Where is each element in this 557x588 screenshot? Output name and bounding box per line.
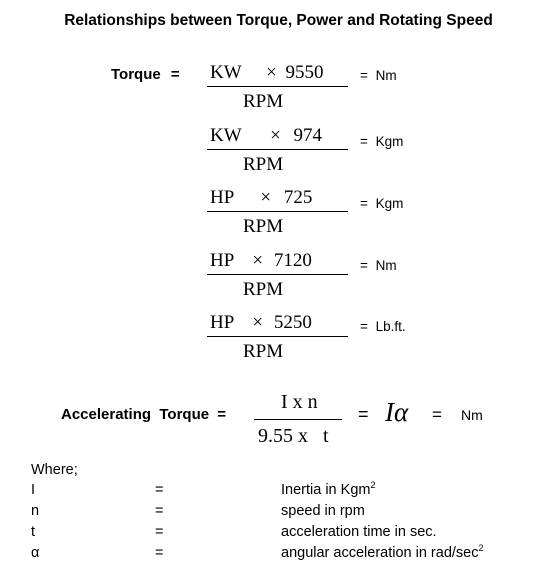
formula-2-denominator: RPM — [243, 154, 284, 175]
formula-1-result-equals: = — [360, 68, 368, 83]
formula-2-result-equals: = — [360, 134, 368, 149]
formula-2-result-unit: Kgm — [375, 134, 404, 149]
formula-1-constant: 9550 — [285, 62, 324, 83]
formula-1-numerator — [210, 62, 324, 84]
legend-desc-inertia-sup: 2 — [370, 480, 376, 491]
formula-4-times: × — [252, 250, 264, 271]
formula-5-result-equals: = — [360, 319, 368, 334]
formula-4-result — [360, 258, 397, 273]
formula-1-result-unit: Nm — [375, 68, 397, 83]
formula-4-result-unit: Nm — [375, 258, 397, 273]
formula-5-result — [360, 319, 406, 334]
accelerating-denominator: 9.55 x t — [258, 425, 329, 447]
formula-4-denominator: RPM — [243, 279, 284, 300]
formula-5-fraction-bar — [207, 336, 348, 337]
accelerating-torque-label — [61, 406, 226, 423]
legend-equals-time: = — [155, 524, 164, 540]
formula-2-result — [360, 134, 403, 149]
formula-5-times: × — [252, 312, 264, 333]
legend-desc-inertia — [281, 482, 375, 498]
formula-3-numerator — [210, 187, 312, 209]
formula-4-fraction-bar — [207, 274, 348, 275]
formula-1-times: × — [266, 62, 277, 83]
accelerating-fraction-bar — [254, 419, 342, 420]
page-title: Relationships between Torque, Power and Rotating Speed — [64, 12, 493, 29]
legend-symbol-time: t — [31, 524, 36, 540]
accelerating-numerator: I x n — [281, 391, 318, 413]
legend-desc-angular-text: angular acceleration in rad/sec — [281, 545, 479, 561]
formula-2-power-unit: KW — [210, 125, 242, 146]
formula-4-numerator — [210, 250, 312, 272]
formula-4-constant: 7120 — [273, 250, 312, 271]
formula-5-constant: 5250 — [273, 312, 312, 333]
formula-5-power-unit: HP — [210, 312, 234, 333]
legend-equals-speed: = — [155, 503, 164, 519]
formula-3-power-unit: HP — [210, 187, 234, 208]
legend-desc-time: acceleration time in sec. — [281, 524, 437, 540]
formula-5-denominator: RPM — [243, 341, 284, 362]
formula-3-denominator: RPM — [243, 216, 284, 237]
torque-equals: = — [170, 66, 180, 83]
formula-1-power-unit: KW — [210, 62, 242, 83]
formula-4-result-equals: = — [360, 258, 368, 273]
formula-3-fraction-bar — [207, 211, 348, 212]
formula-3-result-equals: = — [360, 196, 368, 211]
formula-3-result — [360, 196, 403, 211]
legend-equals-angular: = — [155, 545, 164, 561]
accelerating-torque-equals: = — [217, 406, 227, 423]
legend-symbol-speed: n — [31, 503, 40, 519]
legend-desc-inertia-text: Inertia in Kgm — [281, 482, 371, 498]
accelerating-equals-1: = — [358, 404, 369, 424]
formula-5-numerator — [210, 312, 312, 334]
formula-4-power-unit: HP — [210, 250, 234, 271]
formula-1-fraction-bar — [207, 86, 348, 87]
formula-3-times: × — [260, 187, 272, 208]
formula-1-result — [360, 68, 397, 83]
formula-2-constant: 974 — [293, 125, 323, 146]
accelerating-torque-label-text: Accelerating Torque — [61, 406, 210, 423]
legend-desc-angular — [281, 545, 484, 561]
legend-desc-speed: speed in rpm — [281, 503, 365, 519]
accelerating-equals-2: = — [432, 405, 442, 424]
accelerating-alt-expression: Iα — [385, 397, 409, 427]
formula-5-result-unit: Lb.ft. — [375, 319, 406, 334]
where-heading: Where; — [31, 462, 78, 478]
formula-1-denominator: RPM — [243, 91, 284, 112]
formula-2-numerator — [210, 125, 322, 147]
legend-equals-inertia: = — [155, 482, 164, 498]
torque-label-text: Torque — [111, 66, 161, 83]
legend-symbol-angular: α — [31, 545, 40, 561]
legend-symbol-inertia: I — [31, 482, 36, 498]
formula-3-result-unit: Kgm — [375, 196, 404, 211]
legend-desc-angular-sup: 2 — [478, 543, 484, 554]
accelerating-unit: Nm — [461, 407, 483, 423]
formula-2-fraction-bar — [207, 149, 348, 150]
torque-label — [111, 66, 180, 83]
formula-3-constant: 725 — [283, 187, 313, 208]
formula-2-times: × — [270, 125, 281, 146]
